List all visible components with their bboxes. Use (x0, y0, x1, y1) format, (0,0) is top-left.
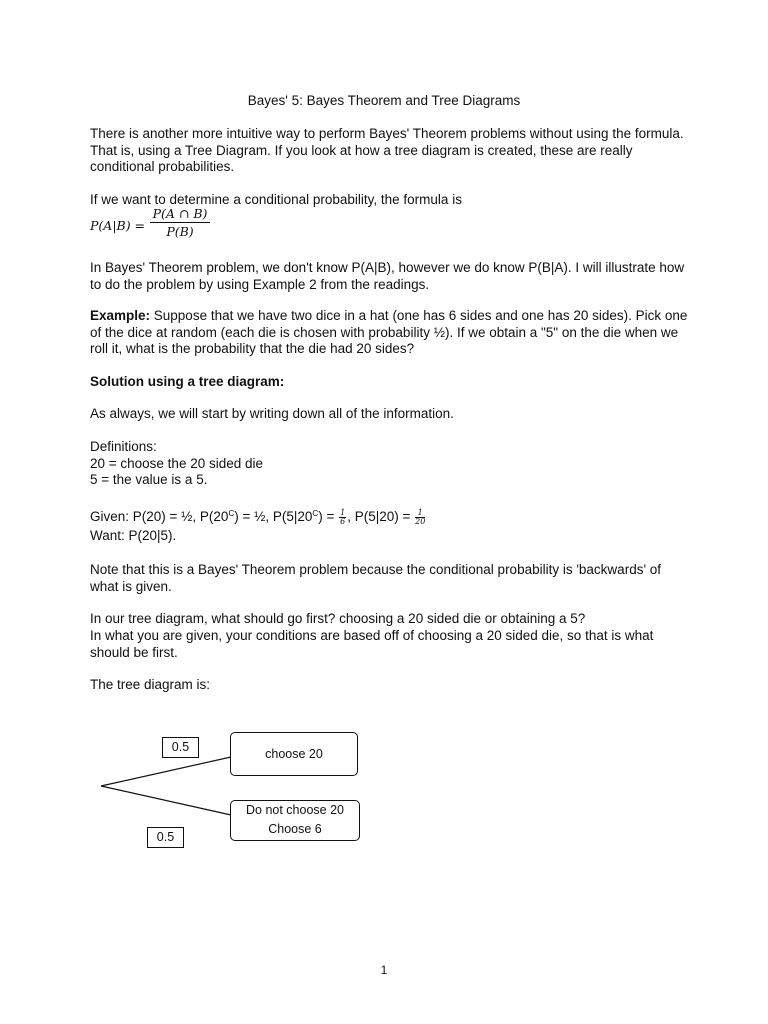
definition-line-5: 5 = the value is a 5. (90, 472, 208, 487)
note-paragraph: Note that this is a Bayes' Theorem problem because the conditional probability is 'backwards' of what is given. (90, 562, 662, 594)
example-label: Example: (90, 308, 151, 323)
fraction-one-twentieth: $\frac{1}{20}$ (415, 508, 426, 526)
example-text: Suppose that we have two dice in a hat (one has 6 sides and one has 20 sides). Pick one of the dice at random (each die is chosen with probability ½). If we obtain a "5" on the die when we roll it, what is the probability that the die had 20 sides? (90, 308, 688, 356)
formula-lhs: P(A|B) = (90, 218, 146, 233)
node-line-choose-6: Choose 6 (268, 822, 322, 836)
probability-box-top: 0.5 (162, 737, 199, 758)
tree-node-choose-20: choose 20 (230, 732, 358, 776)
answer-paragraph: In what you are given, your conditions are based off of choosing a 20 sided die, so that is what should be first. (90, 628, 654, 660)
bayes-note-paragraph: In Bayes' Theorem problem, we don't know P(A|B), however we do know P(B|A). I will illustrate how to do the problem by using Example 2 from the readings. (90, 260, 685, 292)
solution-heading: Solution using a tree diagram: (90, 374, 285, 389)
definitions-heading: Definitions: (90, 439, 157, 454)
complement-superscript: C (312, 509, 319, 519)
given-line: Given: P(20) = ½, $P(20^C)$ = ½, $P(5|20^C)$ = $\frac{1}{6}$ , P(5|20) = $\frac{1}{20}$ (90, 508, 426, 526)
node-line-do-not-choose: Do not choose 20 (246, 803, 344, 817)
page-title: Bayes' 5: Bayes Theorem and Tree Diagrams (247, 93, 521, 108)
formula-numerator: P(A ∩ B) (150, 206, 210, 223)
probability-box-bottom: 0.5 (147, 827, 184, 848)
formula-denominator: P(B) (166, 224, 194, 239)
branch-top (101, 757, 231, 786)
question-line: In our tree diagram, what should go first? choosing a 20 sided die or obtaining a 5? (90, 611, 586, 626)
intro-paragraph: There is another more intuitive way to perform Bayes' Theorem problems without using the formula. That is, using a Tree Diagram. If you look at how a tree diagram is created, these are really conditional probabilities. (90, 126, 684, 174)
branch-bottom (101, 786, 231, 815)
complement-superscript: C (228, 509, 235, 519)
fraction-one-sixth: $\frac{1}{6}$ (340, 508, 346, 526)
tree-intro: The tree diagram is: (90, 677, 211, 692)
formula-intro: If we want to determine a conditional probability, the formula is (90, 192, 462, 207)
want-line: Want: P(20|5). (90, 528, 177, 543)
definition-line-20: 20 = choose the 20 sided die (90, 456, 264, 471)
page-number: 1 (380, 963, 388, 977)
start-text: As always, we will start by writing down all of the information. (90, 406, 454, 421)
tree-node-not-choose-20 (230, 800, 360, 841)
